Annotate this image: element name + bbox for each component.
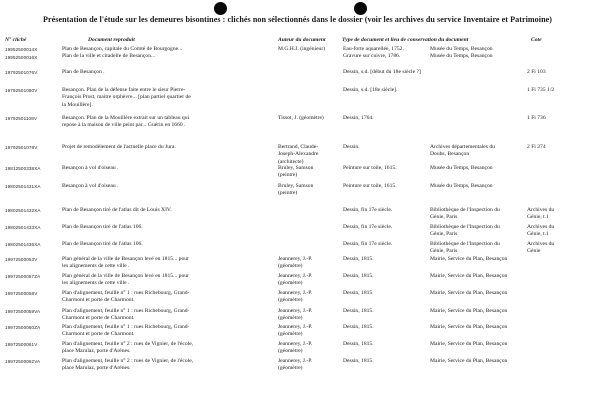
cliche-id [5, 358, 40, 366]
cliche-id [5, 241, 41, 249]
document-title-line: repose à la maison de ville peint par... Guérin en 1660 . [62, 122, 186, 129]
document-title-line: Plan de Besançon tiré de l'atlas 106. [62, 224, 143, 230]
document-type [343, 290, 374, 297]
document-type [343, 165, 397, 172]
cliche-id [5, 183, 41, 191]
cliche-id [5, 324, 40, 332]
conservation-place-line: Archives départementales du [430, 144, 495, 150]
document-type [343, 256, 374, 263]
conservation-place [430, 273, 507, 280]
cliche-id-line: 19792501078V [5, 145, 38, 150]
document-title-line: les alignements de cette ville . [62, 263, 130, 270]
document-title-line: Charmont et porte de Charmont. [62, 297, 135, 304]
cote [527, 224, 554, 239]
document-type-line: Peinture sur toile, 1615. [343, 183, 397, 189]
document-title [62, 207, 172, 214]
cliche-id [5, 341, 37, 349]
conservation-place [430, 144, 495, 159]
conservation-place [430, 341, 507, 348]
conservation-place [430, 183, 493, 190]
document-title [62, 46, 182, 61]
document-title [62, 69, 105, 76]
document-title [62, 358, 193, 373]
document-type [343, 341, 374, 348]
cote [527, 87, 554, 94]
document-author-line: (géomètre) [278, 365, 303, 372]
document-author-line: Jeannerey, J.-P. [278, 273, 313, 279]
conservation-place-line: Mairie, Service du Plan, Besançon [430, 290, 508, 296]
document-type-line: Dessin, 1764. [343, 115, 374, 121]
document-title [62, 256, 189, 271]
document-author-line: (peintre) [278, 190, 298, 197]
header-cote: Cote [531, 37, 542, 43]
document-author-line: (géomètre) [278, 348, 303, 355]
conservation-place-line: Doubs, Besançon [430, 151, 470, 158]
document-type-line: Dessin, 1815. [343, 273, 374, 279]
page-title: Présentation de l'étude sur les demeures bisontines : clichés non sélectionnés dans le dossier (voir les archives du service Inventaire et Patrimoine) [42, 15, 553, 24]
document-author-line: Jeannerey, J.-P. [278, 290, 313, 296]
cliche-id-line: 19792501076V [5, 70, 38, 75]
cote-line: Archives du [527, 207, 555, 213]
conservation-place [430, 224, 500, 239]
document-author [278, 290, 312, 305]
document-type-line: Eau-forte aquarellée, 1752. [343, 46, 404, 52]
header-author: Auteur du document [278, 37, 326, 43]
cliche-id-line: 19972500060ZA [5, 325, 41, 330]
document-title-line: Besançon. Plan de la Mouillère extrait sur un tableau qui [62, 115, 190, 121]
document-title-line: François Prost, maitre orphèvre... [plan partiel quartier de [62, 94, 191, 101]
document-author-line: Joseph-Alexandre [278, 151, 319, 158]
document-author-line: Tissot, J. (géomètre) [278, 115, 324, 121]
document-type [343, 358, 374, 365]
document-type-line: Dessin, s.d. [18e siècle]. [343, 87, 398, 93]
document-type-line: Dessin, 1815. [343, 256, 374, 262]
document-type-line: Dessin, 1815. [343, 324, 374, 330]
document-author-line: (architecte) [278, 158, 304, 165]
conservation-place-line: Bibliothèque de l'Inspection du [430, 207, 500, 213]
document-type-line: Dessin, fin 17e siècle. [343, 224, 393, 230]
document-title-line: Plan d'alignement, feuille n° 1 : rues Richebourg, Grand- [62, 290, 190, 296]
conservation-place [430, 324, 507, 331]
document-type [343, 183, 397, 190]
conservation-place-line: Mairie, Service du Plan, Besançon [430, 308, 508, 314]
conservation-place-line: Musée du Temps, Besançon [430, 165, 493, 171]
document-title-line: Plan d'alignement, feuille n° 1 : rues Richebourg, Grand- [62, 308, 190, 314]
document-title-line: Besançon. Plan de la défense faite entre le sieur Pierre- [62, 87, 186, 93]
document-author [278, 358, 312, 373]
cote [527, 69, 546, 76]
document-title-line: Plan d'alignement, feuille n° 1 : rues Richebourg, Grand- [62, 324, 190, 330]
document-author-line: Jeannerey, J.-P. [278, 324, 313, 330]
document-type [343, 224, 392, 231]
conservation-place-line: Mairie, Service du Plan, Besançon [430, 341, 508, 347]
cliche-id [5, 165, 41, 173]
conservation-place [430, 46, 493, 61]
document-title [62, 144, 176, 151]
document-author-line: Jeannerey, J.-P. [278, 256, 313, 262]
cote-line: Génie, t.1 [527, 214, 549, 221]
document-title [62, 241, 143, 248]
cliche-id-line: 19972500053V [5, 257, 38, 262]
document-title-line: les alignements de cette ville . [62, 280, 130, 287]
document-type-line: Dessin, 1815. [343, 341, 374, 347]
cliche-id [5, 207, 41, 215]
cliche-id [5, 115, 37, 123]
cliche-id-line: 19972500059VA [5, 309, 41, 314]
cote [527, 144, 546, 151]
cliche-id-line: 19972500061V [5, 342, 38, 347]
document-author [278, 341, 312, 356]
document-author [278, 183, 313, 198]
conservation-place-line: Bibliothèque de l'Inspection du [430, 224, 500, 230]
cliche-id-line: 19972500058V [5, 291, 38, 296]
cliche-id [5, 46, 37, 62]
document-author [278, 144, 318, 166]
document-author-line: (géomètre) [278, 280, 303, 287]
cote-line: Génie [527, 248, 541, 255]
document-title-line: Plan général de la ville de Besançon levé en 1815... pour [62, 273, 189, 279]
cote-line: Archives du [527, 224, 555, 230]
conservation-place-line: Mairie, Service du Plan, Besançon [430, 324, 508, 330]
conservation-place-line: Génie, Paris [430, 214, 458, 221]
document-title-line: Besançon à vol d'oiseau . [62, 183, 119, 189]
binder-hole-left [214, 2, 227, 15]
binder-hole-right [354, 2, 367, 15]
document-type [343, 241, 392, 248]
document-title [62, 183, 118, 190]
cliche-id-line: 19792501108V [5, 116, 38, 121]
conservation-place-line: Bibliothèque de l'Inspection du [430, 241, 500, 247]
conservation-place-line: Génie, Paris [430, 231, 458, 238]
document-title-line: Plan de la ville et citadelle de Besançon... [62, 53, 156, 60]
cliche-id-line: 19952500016X [5, 55, 38, 61]
document-type [343, 144, 360, 151]
cliche-id-line: 19802501436XA [5, 242, 41, 247]
cliche-id-line: 19952500014X [5, 47, 38, 52]
document-type [343, 46, 404, 61]
conservation-place [430, 256, 507, 263]
document-title-line: place Marulaz, porte d'Arènes. [62, 348, 131, 355]
document-author-line: (géomètre) [278, 331, 303, 338]
cliche-id-line: 19812500338XA [5, 166, 41, 171]
cote [527, 207, 554, 222]
cote-line: 1 Fi 736 [527, 115, 546, 121]
document-title-line: Plan de Besançon . [62, 69, 105, 75]
document-author-line: (géomètre) [278, 315, 303, 322]
document-title-line: place Marulaz, porte d'Arènes. [62, 365, 131, 372]
document-type-line: Peinture sur toile, 1615. [343, 165, 397, 171]
document-author-line: Jeannerey, J.-P. [278, 341, 313, 347]
document-title-line: Plan d'alignement, feuille n° 2 : rues de Vignier, de l'école, [62, 358, 194, 364]
document-title-line: Plan de Besançon, capitale du Comté de Bourgogne... [62, 46, 183, 52]
document-author [278, 115, 324, 122]
cliche-id-line: 19802501433XA [5, 225, 41, 230]
document-author [278, 165, 313, 180]
cote-line: 2 Fi 274 [527, 144, 546, 150]
document-title [62, 87, 191, 109]
document-author [278, 256, 312, 271]
document-author-line: Bertrand, Claude- [278, 144, 319, 150]
document-title-line: Charmont et porte de Charmont. [62, 315, 135, 322]
document-title-line: Plan de Besançon tiré de l'atlas 106. [62, 241, 143, 247]
document-author [278, 273, 312, 288]
cliche-id-line: 19972500062VA [5, 359, 41, 364]
header-cliche: N° cliché [5, 37, 27, 43]
conservation-place-line: Mairie, Service du Plan, Besançon [430, 358, 508, 364]
document-title [62, 341, 193, 356]
document-author [278, 308, 312, 323]
document-title [62, 224, 143, 231]
conservation-place-line: Musée du Temps, Besançon [430, 53, 493, 60]
document-author-line: Jeannerey, J.-P. [278, 308, 313, 314]
cliche-id [5, 290, 37, 298]
cote-line: 2 Fi 103 [527, 69, 546, 75]
document-title [62, 308, 189, 323]
cliche-id-line: 19802501431XA [5, 184, 41, 189]
conservation-place [430, 358, 507, 365]
document-title [62, 324, 189, 339]
cote [527, 241, 554, 256]
cliche-id-line: 19972500057ZA [5, 274, 41, 279]
document-title-line: Plan de Besançon tiré de l'atlas dit de Louis XIV. [62, 207, 172, 213]
document-type-line: Dessin, fin 17e siècle. [343, 207, 393, 213]
header-type: Type de document et lieu de conservation du document [342, 37, 469, 43]
cliche-id [5, 87, 37, 95]
document-type [343, 324, 374, 331]
document-type [343, 87, 398, 94]
document-type-line: Dessin. [343, 144, 360, 150]
cliche-id [5, 308, 40, 316]
conservation-place-line: Musée du Temps, Besançon [430, 46, 493, 52]
document-type [343, 115, 374, 122]
cliche-id [5, 144, 37, 152]
cliche-id [5, 273, 40, 281]
document-title [62, 165, 118, 172]
document-author-line: M.G.H.J. (ingénieur) [278, 46, 326, 52]
conservation-place-line: Mairie, Service du Plan, Besançon [430, 256, 508, 262]
document-type [343, 273, 374, 280]
document-title [62, 290, 189, 305]
document-title [62, 273, 189, 288]
document-author [278, 324, 312, 339]
document-type [343, 69, 421, 76]
cote-line: 1 Fi 735 1/2 [527, 87, 555, 93]
document-author [278, 46, 325, 53]
document-type-line: Dessin, 1815. [343, 308, 374, 314]
cote-line: Génie, t.1 [527, 231, 549, 238]
document-author-line: (peintre) [278, 172, 298, 179]
document-type-line: Dessin, 1815. [343, 290, 374, 296]
document-title-line: Plan général de la ville de Besançon levé en 1815... pour [62, 256, 189, 262]
document-author-line: (géomètre) [278, 263, 303, 270]
document-title-line: Charmont et porte de Charmont. [62, 331, 135, 338]
document-type [343, 308, 374, 315]
conservation-place [430, 207, 500, 222]
document-author-line: (géomètre) [278, 297, 303, 304]
conservation-place [430, 241, 500, 256]
conservation-place [430, 308, 507, 315]
document-author-line: Bruley, Samson [278, 183, 314, 189]
cote [527, 115, 546, 122]
cote-line: Archives du [527, 241, 555, 247]
document-author-line: Bruley, Samson [278, 165, 314, 171]
cliche-id-line: 19792501080V [5, 88, 38, 93]
document-title [62, 115, 189, 130]
conservation-place-line: Mairie, Service du Plan, Besançon [430, 273, 508, 279]
conservation-place-line: Génie, Paris [430, 248, 458, 255]
document-type-line: Dessin, 1815. [343, 358, 374, 364]
document-title-line: Plan d'alignement, feuille n° 2 : rues de Vignier, de l'école, [62, 341, 194, 347]
document-title-line: la Mouillère]. [62, 101, 93, 108]
conservation-place [430, 165, 493, 172]
document-type-line: Dessin, fin 17e siècle. [343, 241, 393, 247]
conservation-place-line: Musée du Temps, Besançon [430, 183, 493, 189]
cliche-id-line: 19802501432XA [5, 208, 41, 213]
document-author-line: Jeannerey, J.-P. [278, 358, 313, 364]
document-type [343, 207, 392, 214]
document-title-line: Besançon à vol d'oiseau . [62, 165, 119, 171]
conservation-place [430, 290, 507, 297]
document-title-line: Projet de remodèlement de l'actuelle place du Jura. [62, 144, 176, 150]
header-document: Document reproduit [88, 37, 135, 43]
cliche-id [5, 69, 37, 77]
document-type-line: Dessin, s.d. [début du 18e siècle ?] [343, 69, 421, 75]
cliche-id [5, 256, 37, 264]
document-type-line: Gravure sur cuivre, 1786. [343, 53, 401, 60]
cliche-id [5, 224, 41, 232]
